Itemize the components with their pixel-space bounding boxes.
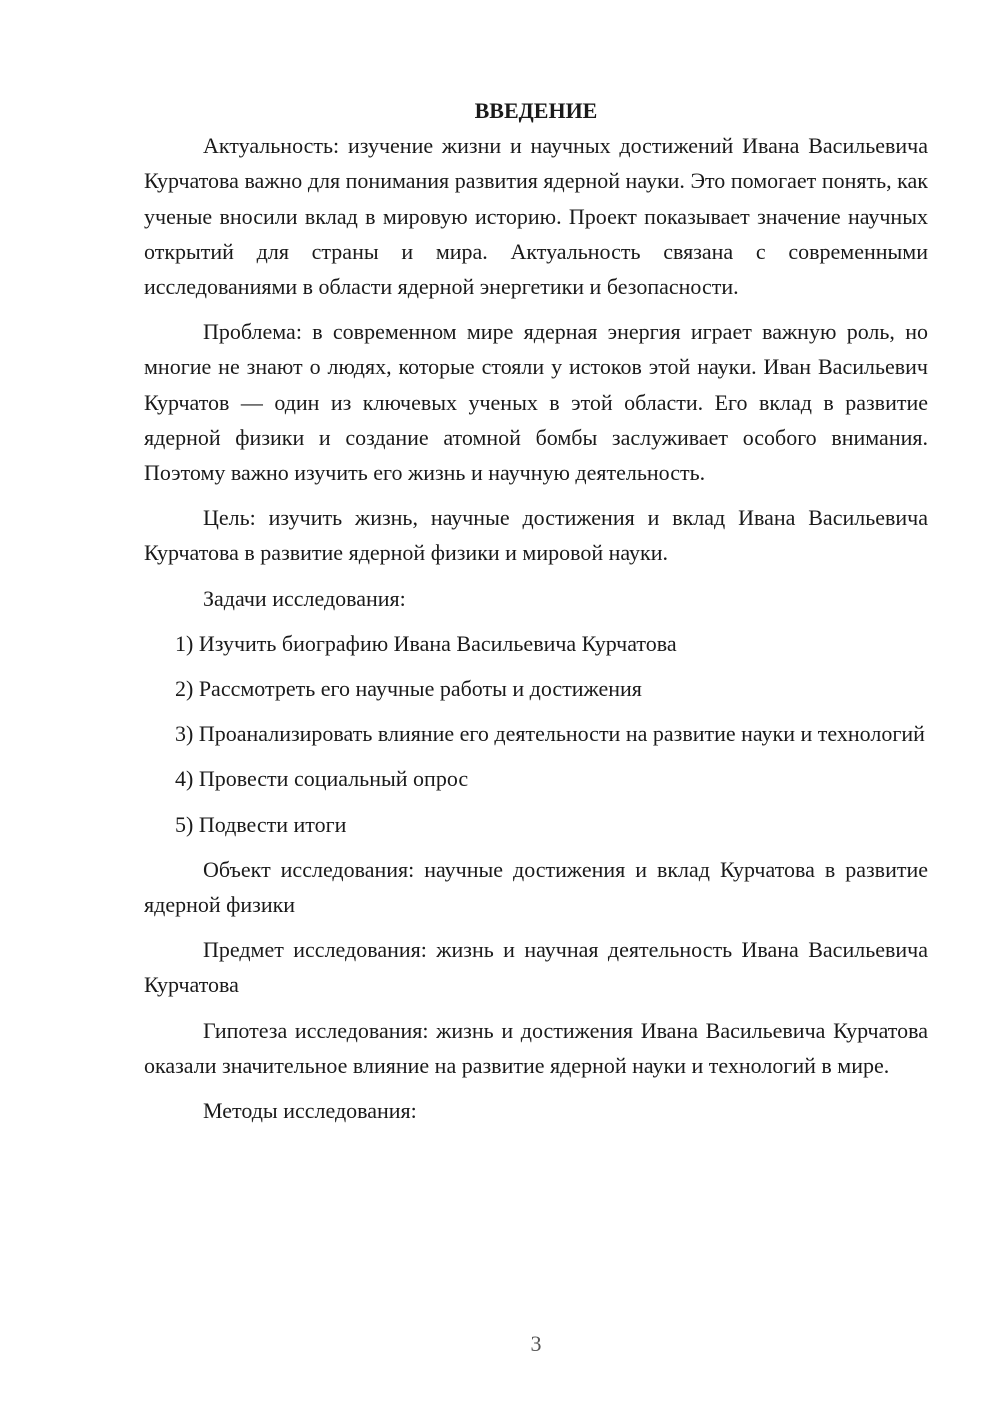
paragraph-hypothesis: Гипотеза исследования: жизнь и достижения Ивана Васильевича Курчатова оказали значительное влияние на развитие ядерной науки и технологий в мире.: [144, 1017, 928, 1078]
paragraph-gap: [144, 661, 928, 671]
paragraph-subject: Предмет исследования: жизнь и научная деятельность Ивана Васильевича Курчатова: [144, 937, 928, 998]
page-number: 3: [530, 1331, 542, 1356]
paragraph-gap: [144, 1003, 928, 1013]
task-item-2: 2) Рассмотреть его научные работы и достижения: [175, 676, 642, 702]
task-item-1: 1) Изучить биографию Ивана Васильевича Курчатова: [175, 630, 677, 656]
paragraph-gap: [144, 1083, 928, 1093]
task-item-3: 3) Проанализировать влияние его деятельности на развитие науки и технологий: [175, 721, 925, 747]
paragraph-relevance: Актуальность: изучение жизни и научных достижений Ивана Васильевича Курчатова важно для понимания развития ядерной науки. Это помогает понять, как ученые вносили вклад в мировую историю. Проект показывает значение научных открытий для страны и мира. Актуальность связана с современными исследованиями в области ядерной энергетики и безопасности.: [144, 133, 928, 300]
paragraph-gap: [144, 797, 928, 807]
task-item-5: 5) Подвести итоги: [175, 811, 347, 837]
paragraph-methods-title: Методы исследования:: [203, 1098, 417, 1124]
page-content: [144, 93, 928, 1128]
paragraph-gap: [144, 616, 928, 626]
paragraph-gap: [144, 571, 928, 581]
section-heading: ВВЕДЕНИЕ: [474, 98, 598, 123]
paragraph-gap: [144, 706, 928, 716]
paragraph-problem: Проблема: в современном мире ядерная энергия играет важную роль, но многие не знают о людях, которые стояли у истоков этой науки. Иван Васильевич Курчатов — один из ключевых ученых в этой области. Его вклад в развитие ядерной физики и создание атомной бомбы заслуживает особого внимания. Поэтому важно изучить его жизнь и научную деятельность.: [144, 319, 928, 486]
paragraph-gap: [144, 842, 928, 852]
paragraph-gap: [144, 751, 928, 761]
paragraph-tasks-title: Задачи исследования:: [203, 585, 406, 611]
paragraph-gap: [144, 490, 928, 500]
paragraph-goal: Цель: изучить жизнь, научные достижения и вклад Ивана Васильевича Курчатова в развитие ядерной физики и мировой науки.: [144, 505, 928, 566]
paragraph-object: Объект исследования: научные достижения и вклад Курчатова в развитие ядерной физики: [144, 856, 928, 918]
paragraph-gap: [144, 304, 928, 314]
task-item-4: 4) Провести социальный опрос: [175, 766, 469, 792]
paragraph-gap: [144, 922, 928, 932]
